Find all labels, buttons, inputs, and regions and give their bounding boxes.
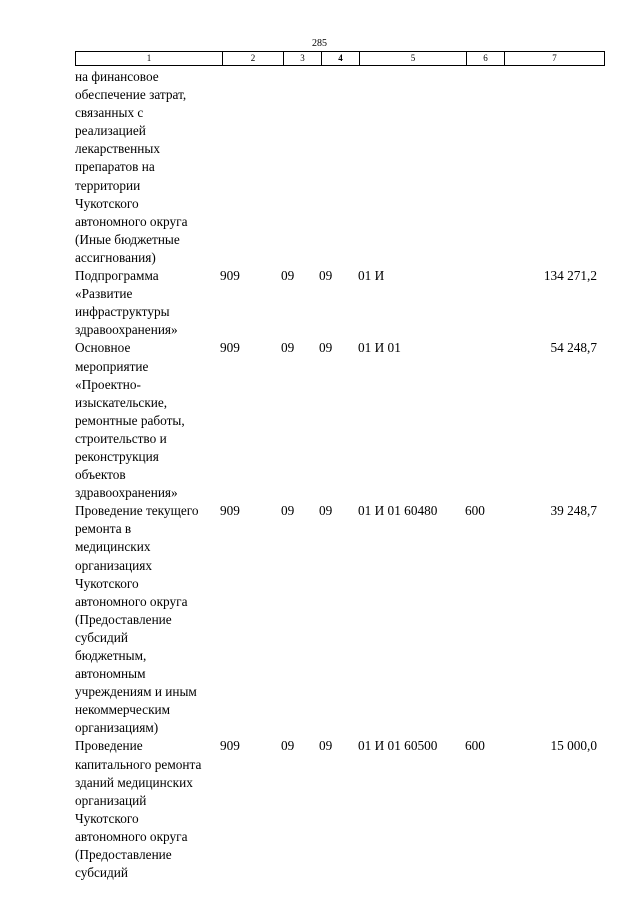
row-description: на финансовое обеспечение затрат, связанных с реализацией лекарственных препаратов на территории Чукотского автономного округа (Иные бюджетные ассигнования) xyxy=(75,69,188,265)
row-sum: 134 271,2 xyxy=(543,268,597,284)
table-body xyxy=(75,68,605,882)
table-row xyxy=(75,502,605,737)
table-row xyxy=(75,267,605,339)
row-grbs: 909 xyxy=(220,738,240,754)
row-sum: 54 248,7 xyxy=(550,340,597,356)
row-pr: 09 xyxy=(319,503,333,519)
row-description: Проведение текущего ремонта в медицинских организациях Чукотского автономного округа (Предоставление субсидий бюджетным, автономным учреждениям и иным некоммерческим организациям) xyxy=(75,503,199,736)
row-csr: 01 И 01 60480 xyxy=(358,503,438,519)
row-rz: 09 xyxy=(281,738,295,754)
table-row xyxy=(75,737,605,882)
row-rz: 09 xyxy=(281,268,295,284)
row-description: Основное мероприятие «Проектно- изыскательские, ремонтные работы, строительство и реконструкция объектов здравоохранения» xyxy=(75,340,185,501)
table-row xyxy=(75,339,605,502)
row-pr: 09 xyxy=(319,738,333,754)
header-col-2: 2 xyxy=(222,51,284,66)
row-csr: 01 И 01 xyxy=(358,340,401,356)
row-grbs: 909 xyxy=(220,503,240,519)
row-description: Проведение капитального ремонта зданий медицинских организаций Чукотского автономного округа (Предоставление субсидий xyxy=(75,738,202,881)
table-row xyxy=(75,68,605,267)
row-rz: 09 xyxy=(281,340,295,356)
row-csr: 01 И xyxy=(358,268,385,284)
header-col-3: 3 xyxy=(283,51,322,66)
row-sum: 39 248,7 xyxy=(550,503,597,519)
table-header xyxy=(75,51,605,66)
row-pr: 09 xyxy=(319,268,333,284)
row-vr: 600 xyxy=(465,738,485,754)
header-col-7: 7 xyxy=(504,51,605,66)
row-sum: 15 000,0 xyxy=(550,738,597,754)
header-col-4: 4 xyxy=(321,51,360,66)
row-csr: 01 И 01 60500 xyxy=(358,738,438,754)
row-grbs: 909 xyxy=(220,340,240,356)
header-col-6: 6 xyxy=(466,51,505,66)
row-description: Подпрограмма «Развитие инфраструктуры здравоохранения» xyxy=(75,268,178,338)
row-pr: 09 xyxy=(319,340,333,356)
header-col-1: 1 xyxy=(75,51,223,66)
row-grbs: 909 xyxy=(220,268,240,284)
row-rz: 09 xyxy=(281,503,295,519)
page-number: 285 xyxy=(312,38,327,49)
header-col-5: 5 xyxy=(359,51,467,66)
row-vr: 600 xyxy=(465,503,485,519)
